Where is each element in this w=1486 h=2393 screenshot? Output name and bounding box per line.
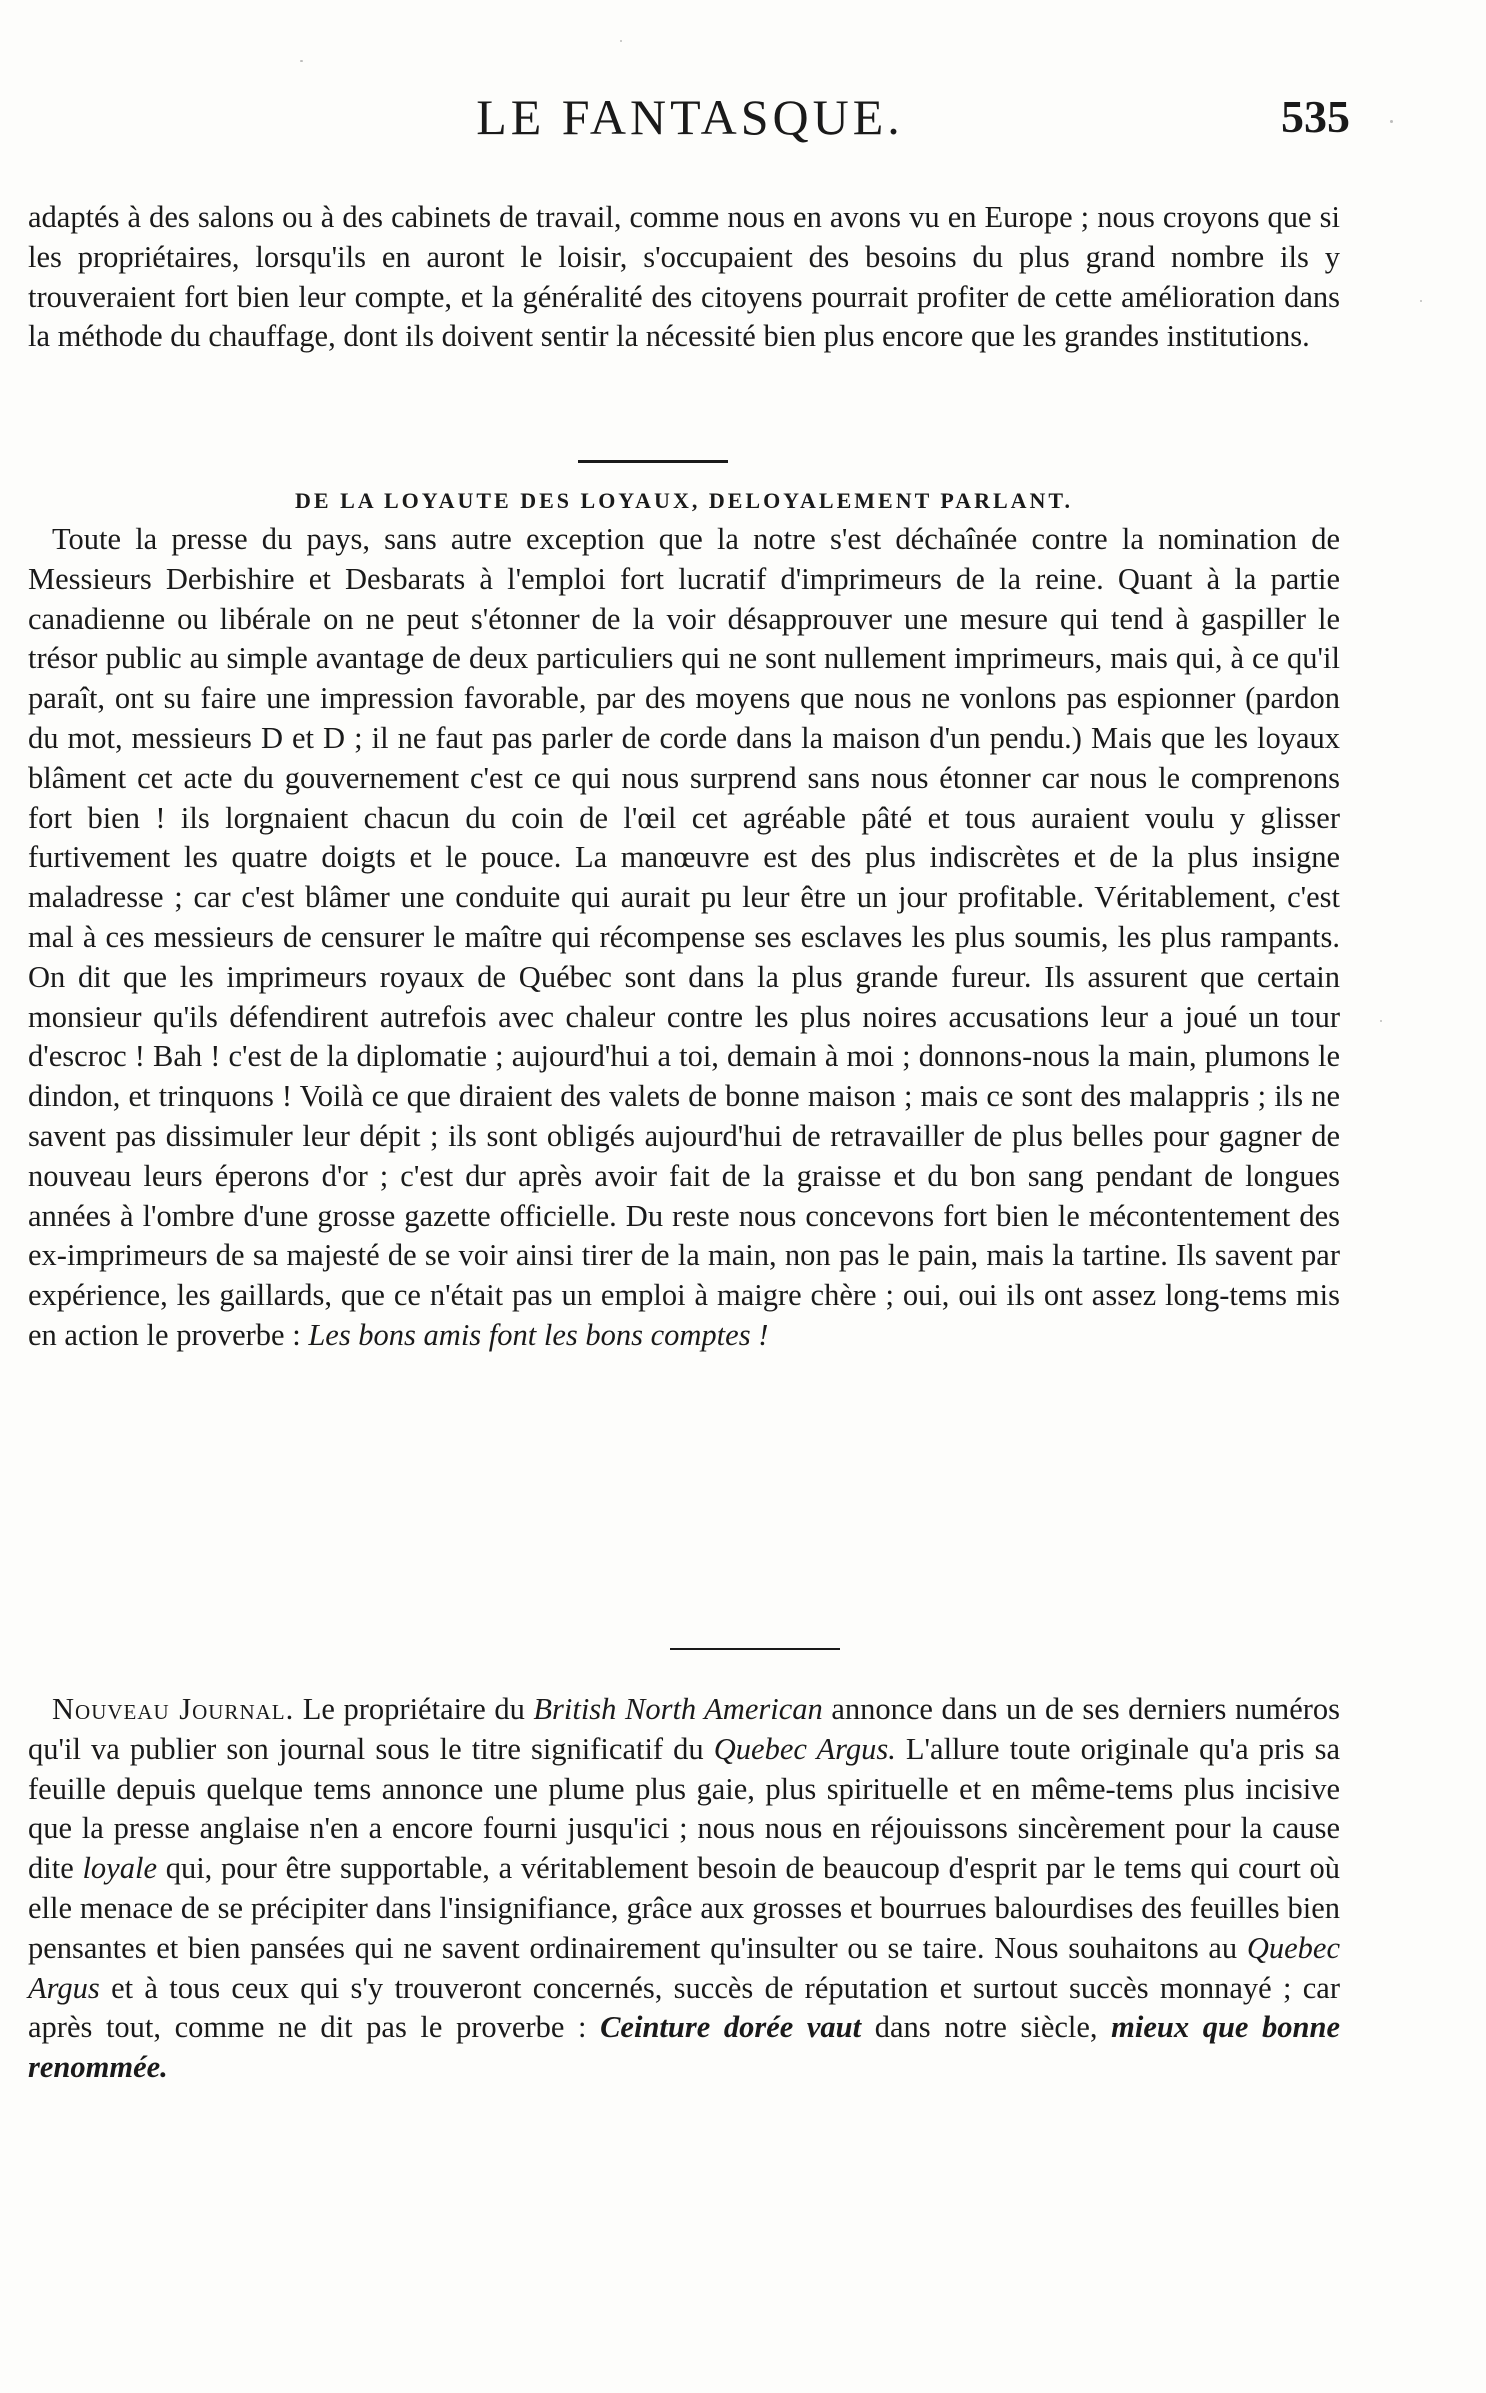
emphasis: loyale: [82, 1851, 157, 1886]
article-text: Le propriétaire du: [302, 1692, 525, 1726]
article-text: Toute la presse du pays, sans autre exception que la notre s'est déchaînée contre la nomination de Messieurs Derbishire et Desbarats à l'emploi fort lucratif d'imprimeurs de la reine. Quant à la partie canadienne ou libérale on ne peut s'étonner de la voir désapprouver une mesure qui tend à gaspiller le trésor public au simple avantage de deux particuliers qui ne sont nullement imprimeurs, mais qui, à ce qu'il paraît, ont su faire une impression favorable, par des moyens que nous ne vonlons pas espionner (pardon du mot, messieurs D et D ; il ne faut pas parler de corde dans la maison d'un pendu.) Mais que les loyaux blâment cet acte du gouvernement c'est ce qui nous surprend sans nous étonner car nous le comprenons fort bien ! ils lorgnaient chacun du coin de l'œil cet agréable pâté et tous auraient voulu y glisser furtivement les quatre doigts et le pouce. La manœuvre est des plus indiscrètes et de la plus insigne maladresse ; car c'est blâmer une conduite qui aurait pu leur être un jour profitable. Véritablement, c'est mal à ces messieurs de censurer le maître qui récompense ses esclaves les plus soumis, les plus rampants. On dit que les imprimeurs royaux de Québec sont dans la plus grande fureur. Ils assurent que certain monsieur qu'ils défendirent autrefois avec chaleur contre les plus noires accusations leur a joué un tour d'escroc ! Bah ! c'est de la diplomatie ; aujourd'hui a toi, demain à moi ; donnons-nous la main, plumons le dindon, et trinquons ! Voilà ce que diraient des valets de bonne maison ; mais ce sont des malappris ; ils ne savent pas dissimuler leur dépit ; ils sont obligés aujourd'hui de retravailler de plus belles pour gagner de nouveau leurs éperons d'or ; c'est dur après avoir fait de la graisse et du bon sang pendant de longues années à l'ombre d'une grosse gazette officielle. Du reste nous concevons fort bien le mécontentement des ex-imprimeurs de sa majesté de se voir ainsi tirer de la main, non pas le pain, mais la tartine. Ils savent par expérience, les gaillards, que ce n'était pas un emploi à maigre chère ; oui, oui ils ont assez long-tems mis en action le proverbe :: [28, 522, 1340, 1352]
article-text: L'allure toute originale qu'a pris sa feuille depuis quelque tems annonce une plume plus gaie, plus spirituelle et en même-tems plus incisive que la presse anglaise n'en a encore fourni jusqu'ici ; nous nous en réjouissons sincèrement pour la cause dite: [28, 1731, 1341, 1886]
article-body: [28, 1690, 1340, 2088]
article-heading: DE LA LOYAUTE DES LOYAUX, DELOYALEMENT PARLANT.: [295, 488, 1073, 513]
newspaper-name: British North American: [533, 1692, 823, 1726]
section-divider: [670, 1648, 840, 1650]
page-number: 535: [1281, 91, 1350, 142]
continuation-text: adaptés à des salons ou à des cabinets de travail, comme nous en avons vu en Europe ; nous croyons que si les propriétaires, lorsqu'ils en auront le loisir, s'occupaient des besoins du plus grand nombre ils y trouveraient fort bien leur compte, et la généralité des citoyens pourrait profiter de cette amélioration dans la méthode du chauffage, dont ils doivent sentir la nécessité bien plus encore que les grandes institutions.: [28, 200, 1340, 354]
print-speck: [1380, 1020, 1382, 1022]
article-text: dans notre siècle,: [874, 2010, 1098, 2045]
closing-proverb: Ceinture dorée vaut: [600, 2010, 862, 2045]
article-body: [28, 520, 1340, 1356]
article-text: annonce dans un de ses derniers numéros qu'il va publier son journal sous le titre significatif du: [28, 1692, 1341, 1766]
print-speck: [620, 40, 622, 42]
closing-proverb: mieux que bonne renommée.: [28, 2010, 1341, 2085]
section-divider: [578, 460, 728, 463]
page-header: [30, 88, 1350, 158]
article-text: qui, pour être supportable, a véritablement besoin de beaucoup d'esprit par le tems qui court où elle menace de se précipiter dans l'insignifiance, grâce aux grosses et bourrues balourdises des feuilles bien pensantes et bien pansées qui ne savent ordinairement qu'insulter ou se taire. Nous souhaitons au: [28, 1851, 1341, 1965]
proverb: Les bons amis font les bons comptes !: [308, 1317, 769, 1352]
print-speck: [300, 60, 303, 62]
print-speck: [1390, 120, 1393, 123]
article-nouveau-journal: [28, 1690, 1340, 2088]
continuation-paragraph: [28, 198, 1340, 357]
article-loyaute: [28, 520, 1340, 1356]
newspaper-name: Quebec Argus: [28, 1930, 1340, 2005]
article-lead: Nouveau Journal.: [52, 1692, 295, 1726]
running-title: LE FANTASQUE.: [476, 89, 904, 145]
article-text: et à tous ceux qui s'y trouveront concernés, succès de réputation et surtout succès monnayé ; car après tout, comme ne dit pas le proverbe :: [28, 1970, 1340, 2045]
newspaper-name: Quebec Argus.: [713, 1731, 896, 1766]
print-speck: [1420, 300, 1422, 302]
